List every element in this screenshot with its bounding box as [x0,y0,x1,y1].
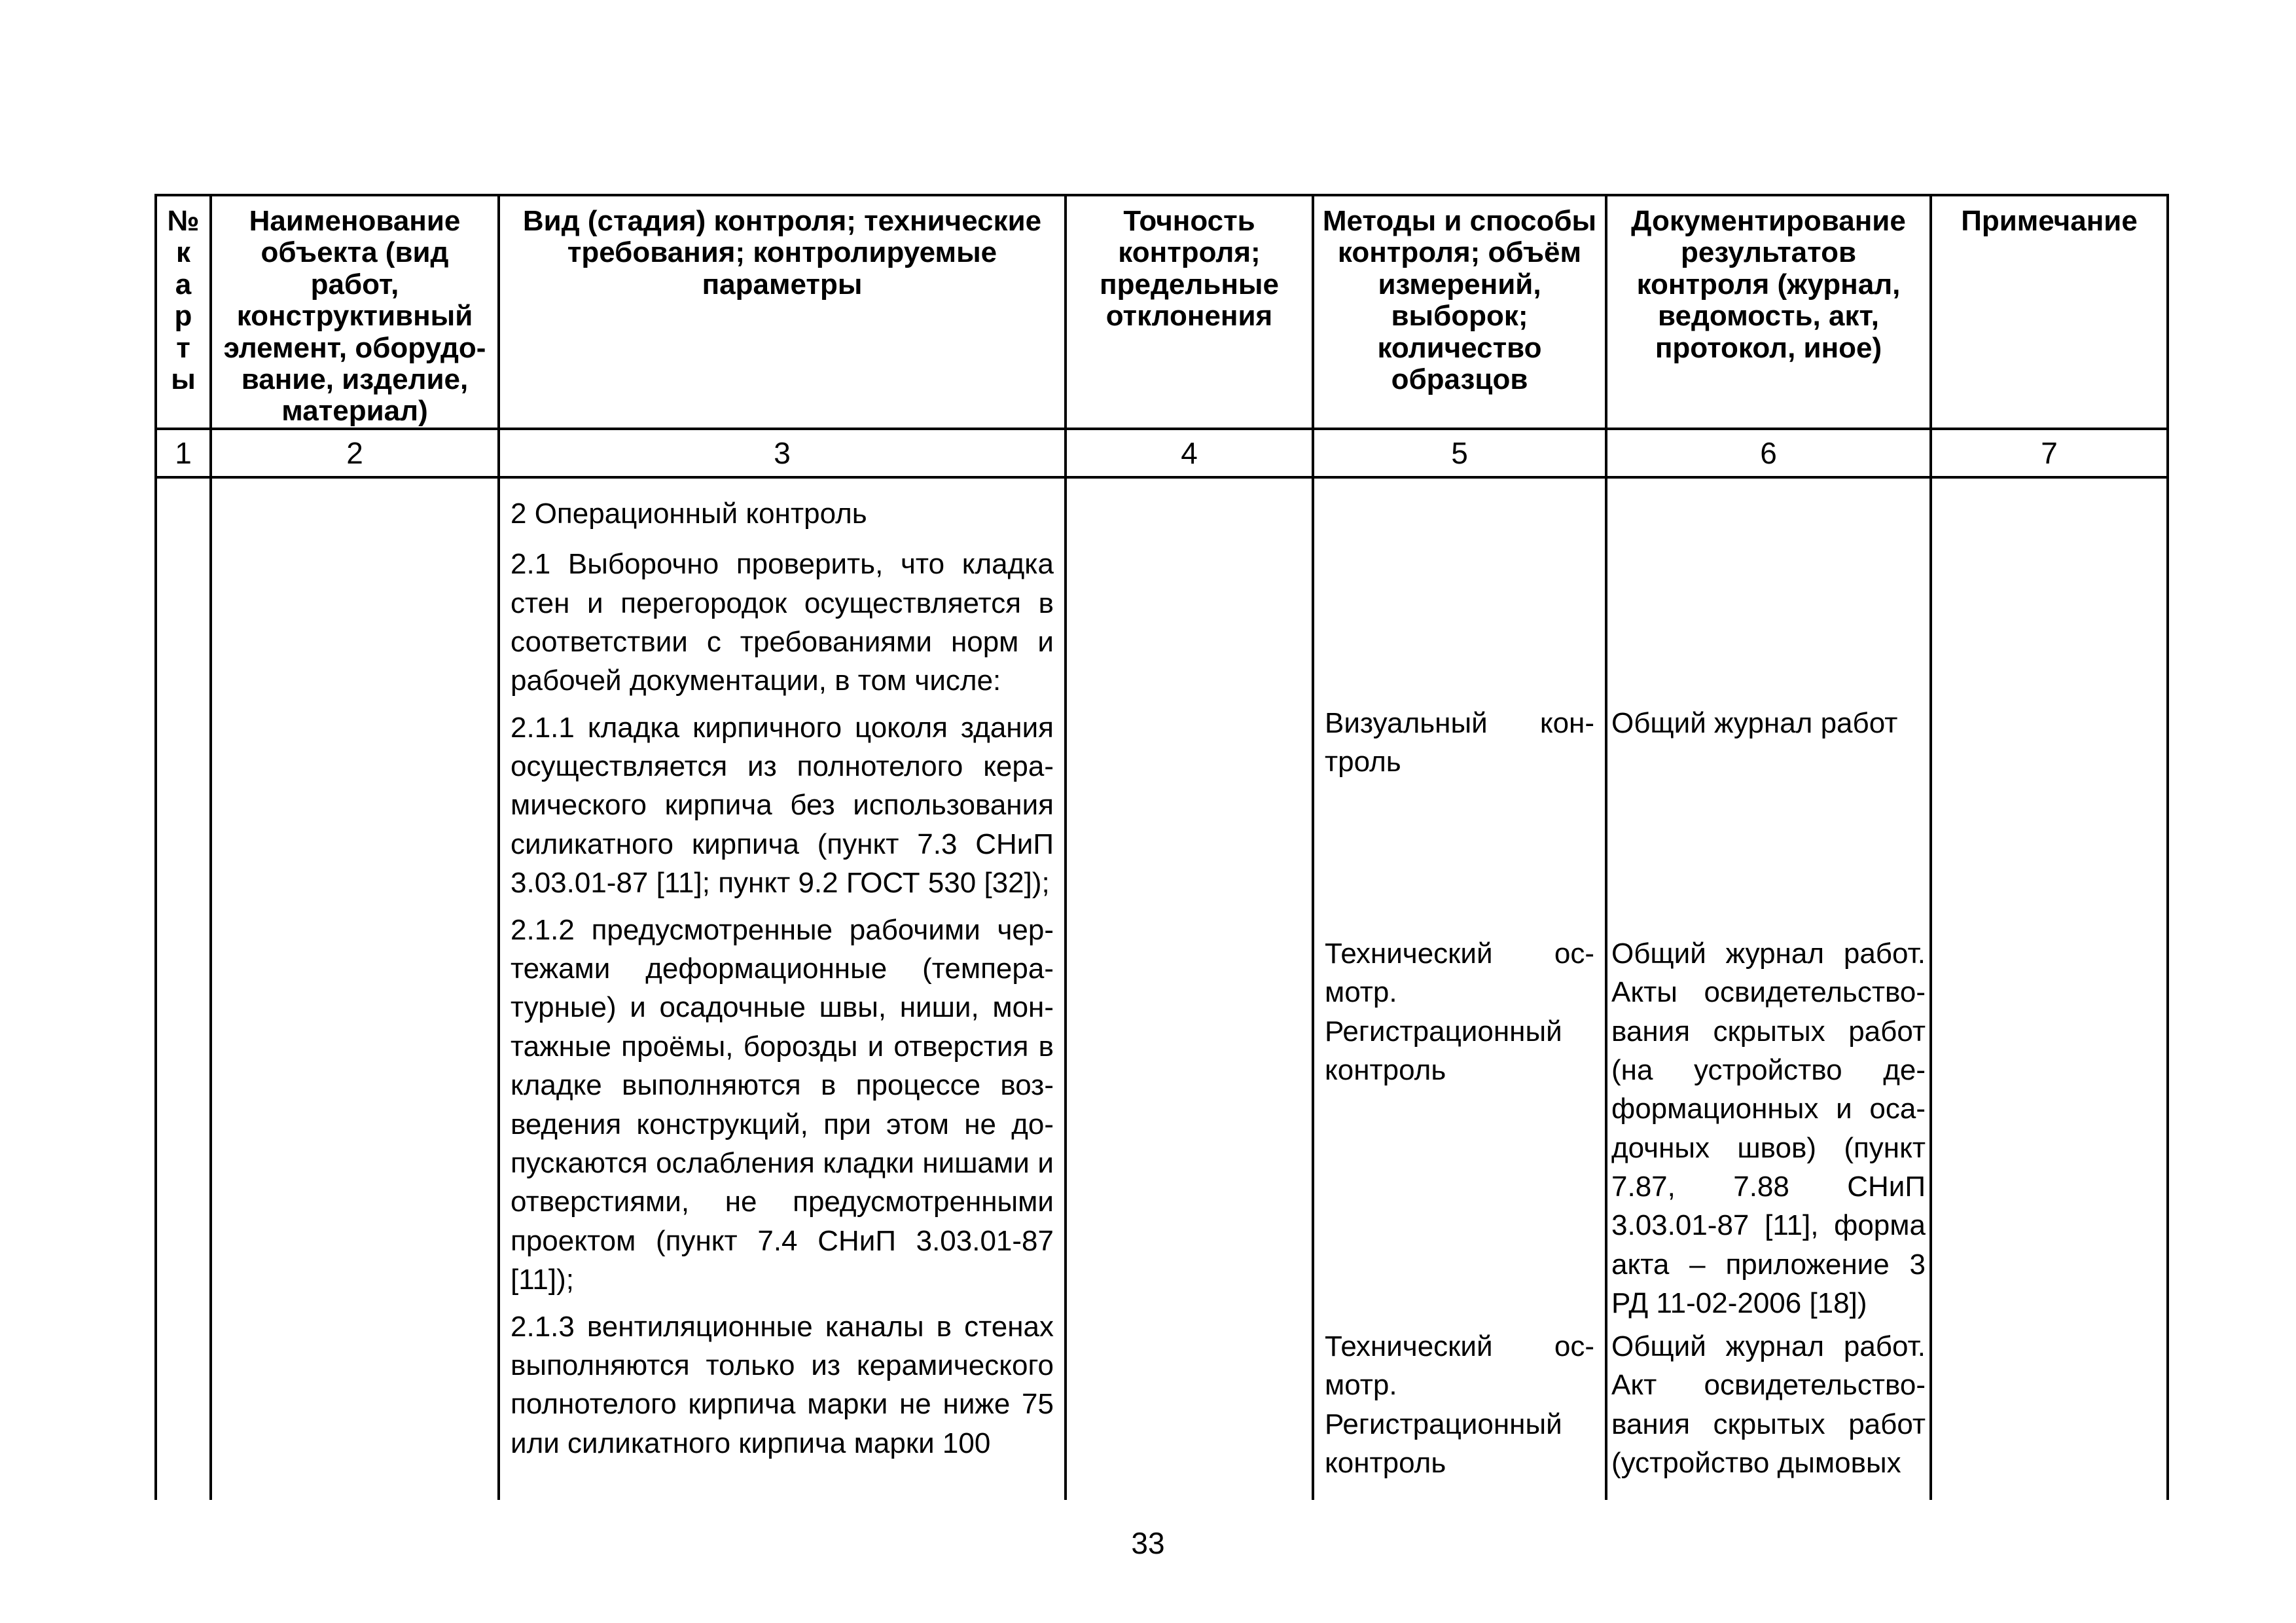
paragraph-2-1-2: 2.1.2 предусмотренные рабочими чер-тежами деформационные (темпера-турные) и осадочные швы, ниши, мон-тажные проёмы, борозды и отверстия в кладке выполняются в процессе воз-ведения конструкций, при этом не до-пускаются ослабления кладки нишами и отверстиями, не предусмотренными проектом (пункт 7.4 СНиП 3.03.01-87 [11]); [511,913,1054,1296]
column-number-row [156,429,2168,477]
page-number: 33 [1131,1526,1165,1560]
doc-2-1-3: Общий журнал работ. Акт освидетельство-вания скрытых работ (устройство дымовых [1611,1330,1926,1479]
header-accuracy: Точность контроля; предельные отклонения [1066,195,1313,429]
header-object-name: Наименование объекта (вид работ, конструктивный элемент, оборудо-вание, изделие, материал) [211,195,499,429]
method-2-1-1: Визуальный кон-троль [1325,706,1594,778]
header-methods: Методы и способы контроля; объём измерений, выборок; количество образцов [1313,195,1606,429]
paragraph-2-1-3: 2.1.3 вентиляционные каналы в стенах выполняются только из керамического полнотелого кирпича марки не ниже 75 или силикатного кирпича марки 100 [511,1310,1054,1459]
column-number: 6 [1606,429,1931,477]
cell-methods [1313,477,1606,1500]
paragraph-2-1-1: 2.1.1 кладка кирпичного цоколя здания осуществляется из полнотелого кера-мического кирпича без использования силикатного кирпича (пункт 7.3 СНиП 3.03.01-87 [11]; пункт 9.2 ГОСТ 530 [32]); [511,711,1054,900]
column-number: 2 [211,429,499,477]
header-control-type: Вид (стадия) контроля; технические требования; контролируемые параметры [499,195,1066,429]
cell-control [499,477,1066,1500]
header-row [156,195,2168,429]
column-number: 3 [499,429,1066,477]
section-heading: 2 Операционный контроль [511,497,867,530]
doc-2-1-1: Общий журнал работ [1611,706,1898,739]
header-card-number: № к а р т ы [156,195,211,429]
column-number: 4 [1066,429,1313,477]
table-row [156,477,2168,1500]
control-table [154,194,2169,1500]
cell-card-number [156,477,211,1500]
cell-accuracy [1066,477,1313,1500]
column-number: 7 [1931,429,2168,477]
header-note: Примечание [1931,195,2168,429]
cell-documentation [1606,477,1931,1500]
column-number: 5 [1313,429,1606,477]
cell-note [1931,477,2168,1500]
header-documentation: Документирование результатов контроля (журнал, ведомость, акт, протокол, иное) [1606,195,1931,429]
method-2-1-3: Технический ос-мотр. Регистрационный контроль [1325,1330,1594,1479]
doc-2-1-2: Общий журнал работ. Акты освидетельство-вания скрытых работ (на устройство де-формационных и оса-дочных швов) (пункт 7.87, 7.88 СНиП 3.03.01-87 [11], форма акта – приложение 3 РД 11-02-2006 [18]) [1611,937,1926,1320]
paragraph-2-1: 2.1 Выборочно проверить, что кладка стен и перегородок осуществляется в соответствии с требованиями норм и рабочей документации, в том числе: [511,548,1054,697]
cell-object-name [211,477,499,1500]
method-2-1-2: Технический ос-мотр. Регистрационный контроль [1325,937,1594,1086]
column-number: 1 [156,429,211,477]
